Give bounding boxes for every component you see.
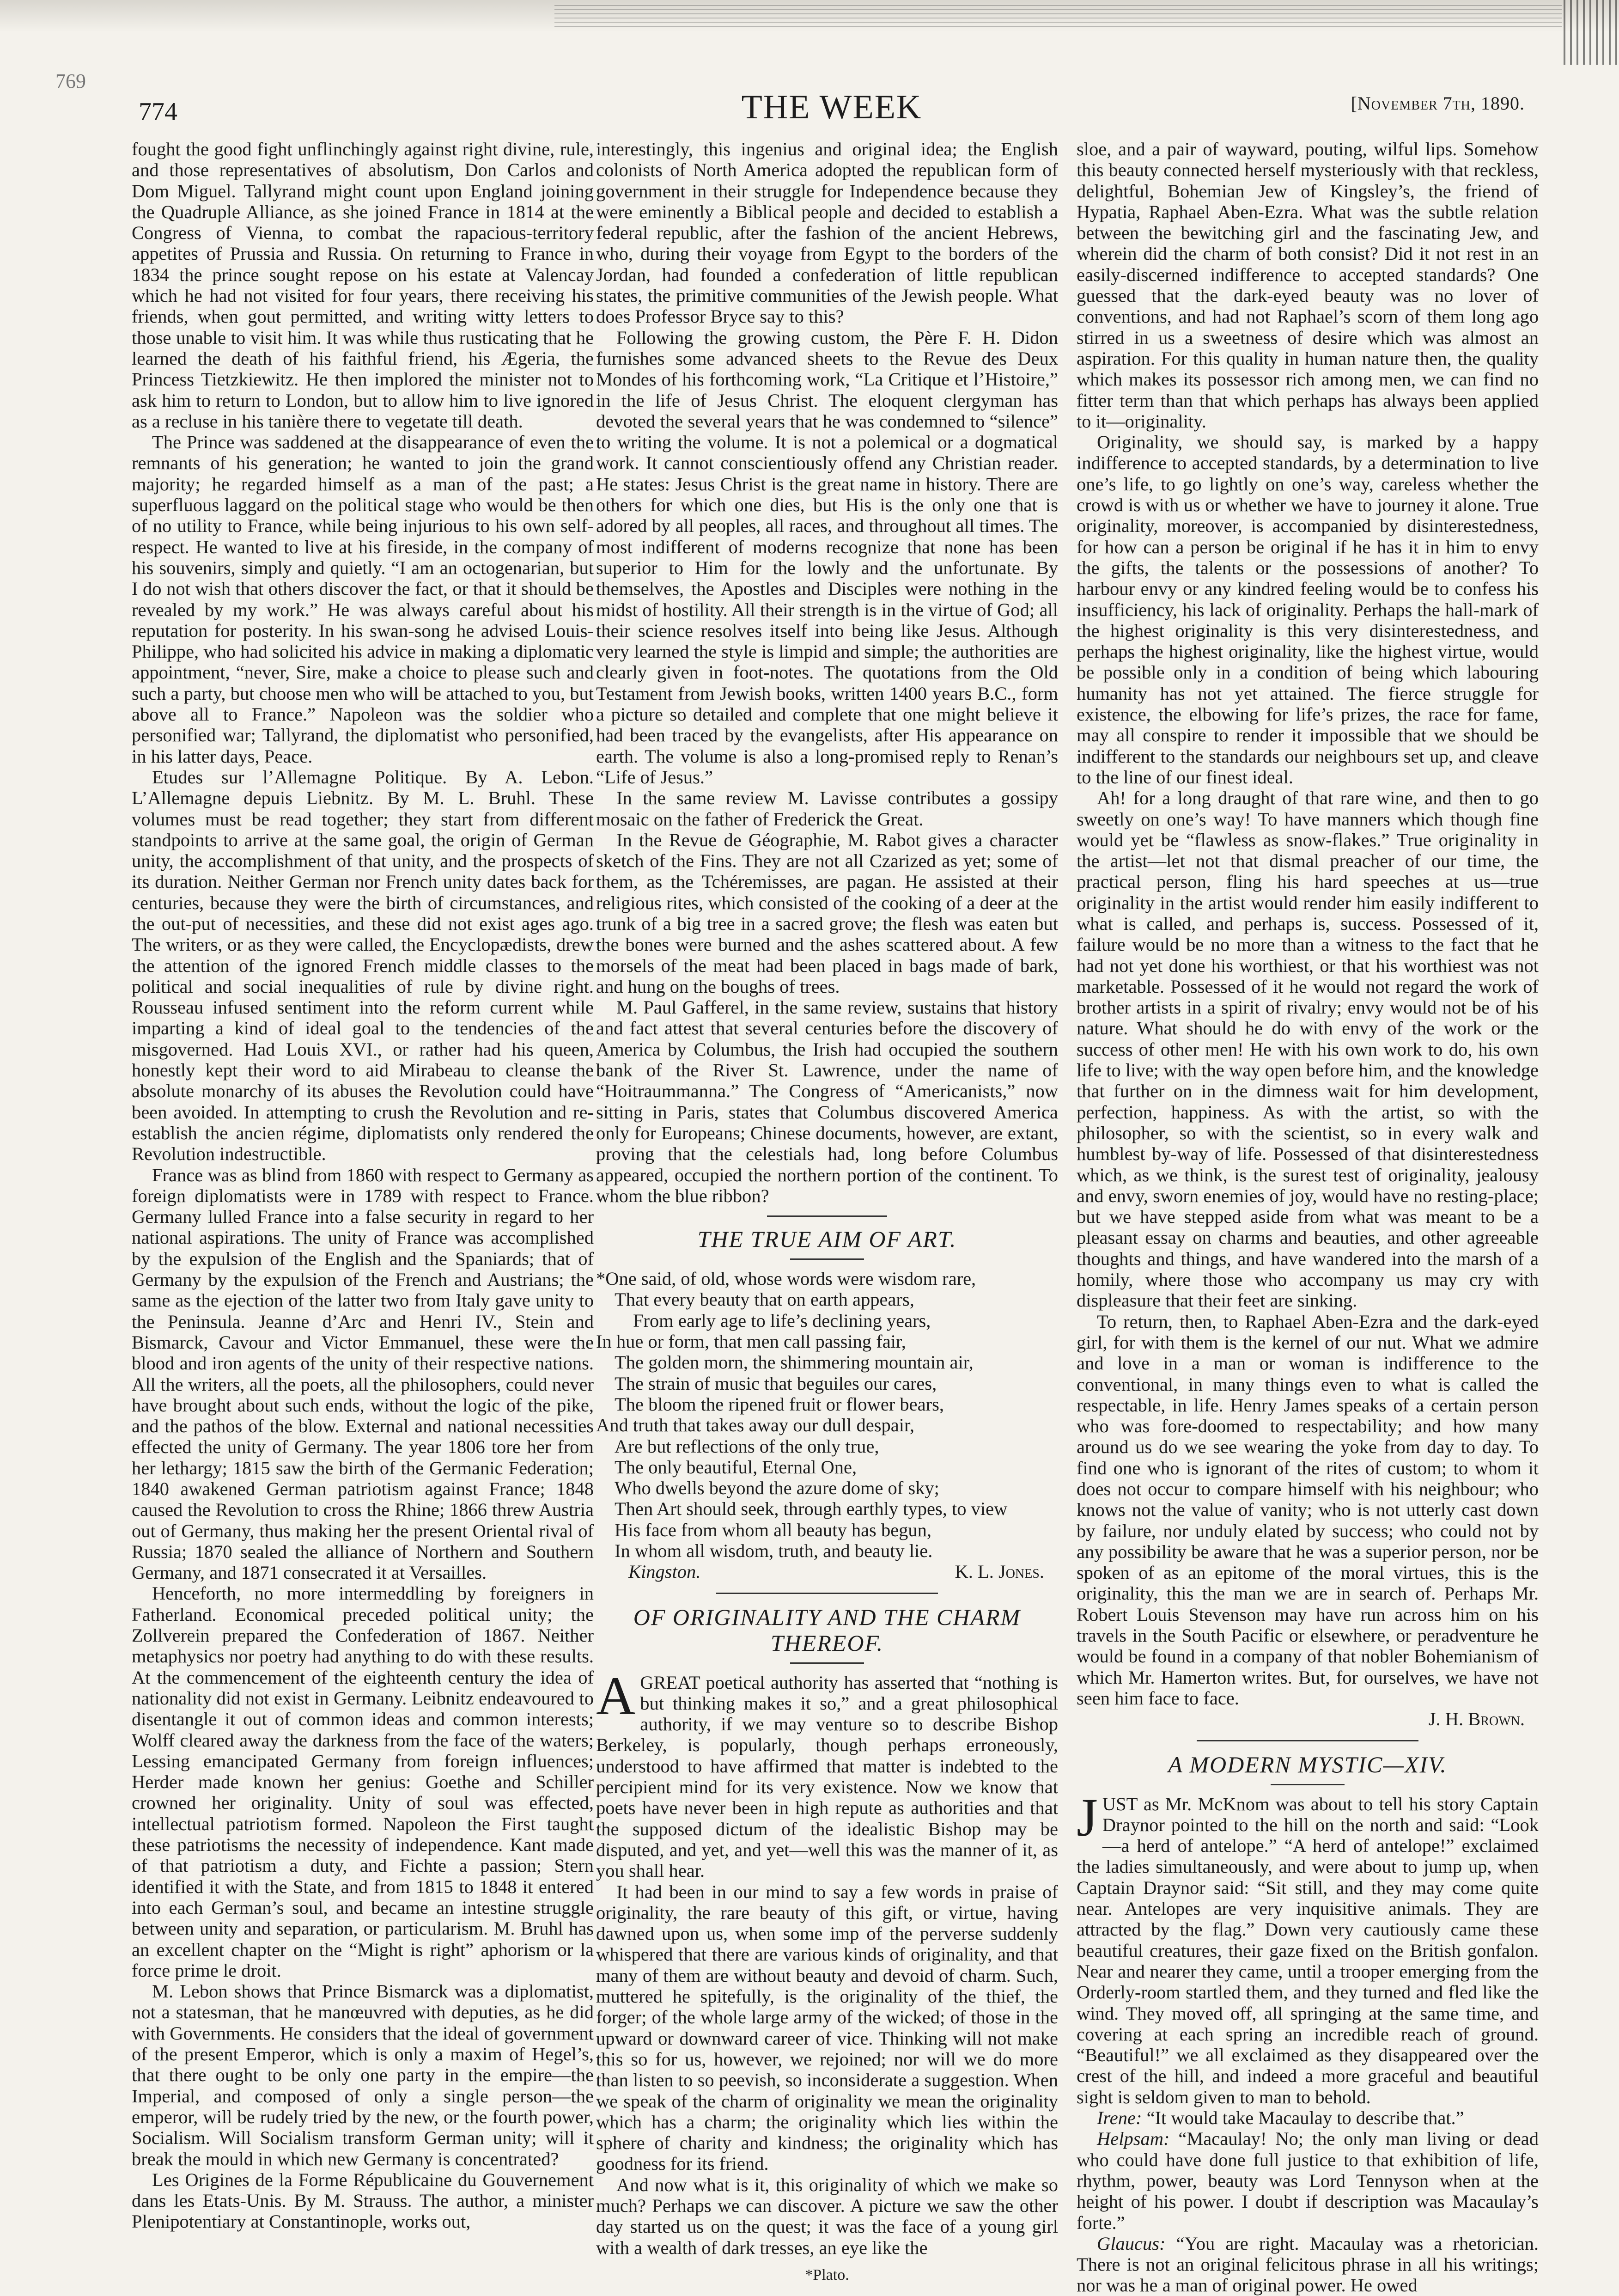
paragraph: Ah! for a long draught of that rare wine, and then to go sweetly on one’s way! To have manners which though fine would yet be “flawless as snow-flakes.” True originality in the artist—let not that dismal preacher of our time, the practical person, fling his hard speeches at us—true originality in the artist would render him easily indifferent to what is called, and perhaps is, success. Possessed of it, failure would be no more than a witness to the fact that he had not yet done his worthiest, or that his worthiest was not marketable. Possessed of it he would not regard the work of brother artists in a spirit of rivalry; envy would not be of his nature. What should he do with envy of the work or the success of other men! He with his own work to do, his own life to live; with the way open before him, and the knowledge that further on in the dimness wait for him development, perfection, happiness. As with the artist, so with the philosopher, so with the scientist, so in every walk and humblest by-way of life. Possessed of that disinterestedness which, as we think, is the surest test of originality, jealousy and envy, sworn enemies of joy, would have no resting-place; but we have stepped aside from what was meant to be a pleasant essay on charms and beauties, and other agreeable thoughts and things, and have wandered into the marsh of a homily, where those who accompany us may cry with displeasure that their feet are sinking. xyxy=(1077,788,1539,1311)
poem-line: The bloom the ripened fruit or flower bears, xyxy=(615,1393,944,1415)
poem-line: Then Art should seek, through earthly types, to view xyxy=(615,1498,1008,1520)
poem-title: THE TRUE AIM OF ART. xyxy=(697,1226,957,1252)
essay-signature: J. H. Brown. xyxy=(1428,1709,1525,1730)
speaker-name: Irene: xyxy=(1097,2107,1142,2129)
mystic-opening-paragraph xyxy=(1077,1787,1539,2107)
paragraph: The Prince was saddened at the disappearance of even the remnants of his generation; he wanted to join the grand majority; he regarded himself as a man of the past; a superfluous laggard on the political stage who would be then of no utility to France, while being injurious to his own self-respect. He wanted to live at his fireside, in the company of his souvenirs, simply and quietly. “I am an octogenarian, but I do not wish that others discover the fact, or that it should be revealed by my work.” He was always careful about his reputation for posterity. In his swan-song he advised Louis-Philippe, who had solicited his advice in making a diplomatic appointment, “never, Sire, make a choice to please such and such a party, but choose men who will be attached to you, but above all to France.” Napoleon was the soldier who personified war; Tallyrand, the diplomatist who personified, in his latter days, Peace. xyxy=(132,432,594,767)
poem-place: Kingston. xyxy=(628,1561,701,1582)
paragraph: It had been in our mind to say a few words in praise of originality, the rare beauty of this gift, or virtue, having dawned upon us, when some imp of the perverse suddenly whispered that there are various kinds of originality, and that many of them are without beauty and devoid of charm. Such, muttered he spitefully, is the originality of the thief, the forger; of the whole large army of the wicked; of those in the upward or downward career of vice. Thinking will not make this so for us, however, we rejoined; nor will we do more than listen to so peevish, so inconsiderate a suggestion. When we speak of the charm of originality we mean the originality which has a charm; the originality which lies within the sphere of charity and kindness; the originality which has goodness for its friend. xyxy=(596,1881,1058,2174)
poem-line: *One said, of old, whose words were wisdom rare, xyxy=(596,1268,976,1289)
dialogue-text: “It would take Macaulay to describe that.” xyxy=(1142,2107,1464,2129)
drop-cap: A xyxy=(596,1665,636,1726)
poem-signoff xyxy=(596,1561,1058,1582)
review-paragraph-allemagne: Etudes sur l’Allemagne Politique. By A. Lebon. L’Allemagne depuis Liebnitz. By M. L. Bruhl. These volumes must be read together; they start from different standpoints to arrive at the same goal, the origin of German unity, the accomplishment of that unity, and the prospects of its duration. Neither German nor French unity dates back for centuries, because they were the birth of circumstances, and the out-put of necessities, and these did not exist ages ago. The writers, or as they were called, the Encyclopædists, drew the attention of the ignored French middle classes to the political and social inequalities of rule by divine right. Rousseau infused sentiment into the reform current while imparting a kind of ideal goal to the tendencies of the misgoverned. Had Louis XVI., or rather had his queen, honestly kept their word to aid Mirabeau to cleanse the absolute monarchy of its abuses the Revolution could have been avoided. In attempting to crush the Revolution and re-establish the ancien régime, diplomatists only rendered the Revolution indestructible. xyxy=(132,766,594,1165)
poem-line: The golden morn, the shimmering mountain air, xyxy=(615,1352,974,1373)
paragraph: France was as blind from 1860 with respect to Germany as foreign diplomatists were in 1789 with respect to France. Germany lulled France into a false security in regard to her national aspirations. The unity of France was accomplished by the expulsion of the English and the Spaniards; that of Germany by the expulsion of the French and Austrians; the same as the ejection of the latter two from Italy gave unity to the Peninsula. Jeanne d’Arc and Henri IV., Stein and Bismarck, Cavour and Victor Emmanuel, these were the blood and iron agents of the unity of their respective nations. All the writers, all the poets, all the philosophers, could never have brought about such ends, without the logic of the pike, and the pathos of the blow. External and national necessities effected the unity of Germany. The year 1806 tore her from her lethargy; 1815 saw the birth of the Germanic Federation; 1840 awakened German patriotism against France; 1848 caused the Revolution to cross the Rhine; 1866 threw Austria out of Germany, thus making her the present Oriental rival of Russia; 1870 sealed the alliance of Northern and Southern Germany, and 1871 consecrated it at Versailles. xyxy=(132,1164,594,1583)
poem-line: Who dwells beyond the azure dome of sky; xyxy=(615,1478,939,1499)
review-paragraph-origines: Les Origines de la Forme Républicaine du Gouvernement dans les Etats-Unis. By M. Strauss. The author, a minister Plenipotentiary at Constantinople, works out, xyxy=(132,2169,594,2232)
poem-line: And truth that takes away our dull despair, xyxy=(596,1415,914,1436)
paragraph: In the same review M. Lavisse contributes a gossipy mosaic on the father of Frederick the Great. xyxy=(596,788,1058,830)
essay-opening-paragraph xyxy=(596,1665,1058,1881)
dialogue-paragraph xyxy=(1077,2107,1539,2128)
drop-cap: J xyxy=(1077,1787,1098,1848)
dialogue-text: “You are right. Macaulay was a rhetorician. There is not an original felicitous phrase in all his writings; nor was he a man of original power. He owed xyxy=(1077,2233,1539,2296)
section-divider xyxy=(767,1215,887,1217)
speaker-name: Glaucus: xyxy=(1097,2233,1166,2254)
paragraph: M. Paul Gafferel, in the same review, sustains that history and fact attest that several centuries before the discovery of America by Columbus, the Irish had occupied the southern bank of the River St. Lawrence, under the name of “Hoitraummanna.” The Congress of “Americanists,” now sitting in Paris, states that Columbus discovered America only for Europeans; Chinese documents, however, are extant, proving that the celestials had, long before Columbus appeared, occupied the northern portion of the continent. To whom the blue ribbon? xyxy=(596,997,1058,1206)
title-underline xyxy=(790,1662,864,1664)
poem-author: K. L. Jones. xyxy=(955,1561,1044,1582)
paragraph: In the Revue de Géographie, M. Rabot gives a character sketch of the Fins. They are not all Czarized as yet; some of them, as the Tchéremisses, are pagan. He assisted at their religious rites, which consisted of the cooking of a deer at the trunk of a big tree in a sacred grove; the flesh was eaten but the bones were burned and the ashes scattered about. A few morsels of the meat had been placed in bags made of bark, and hung on the boughs of trees. xyxy=(596,829,1058,997)
essay-title: OF ORIGINALITY AND THE CHARM THEREOF. xyxy=(633,1604,1021,1656)
mystic-title: A MODERN MYSTIC—XIV. xyxy=(1168,1751,1447,1777)
column-1 xyxy=(132,139,594,2232)
poem-line: That every beauty that on earth appears, xyxy=(615,1289,914,1310)
poem-line: The only beautiful, Eternal One, xyxy=(615,1456,857,1478)
paragraph: sloe, and a pair of wayward, pouting, wilful lips. Somehow this beauty connected herself mysteriously with that reckless, delightful, Bohemian Jew of Kingsley’s, the friend of Hypatia, Raphael Aben-Ezra. What was the subtle relation between the bewitching girl and the fascinating Jew, and wherein did the charm of both consist? Did it not rest in an easily-discerned indifference to accepted standards? One guessed that the dark-eyed beauty was no lover of conventions, and had not Raphael’s scorn of them long ago stirred in us a sweetness of desire which was almost an aspiration. For this quality in human nature then, the quality which makes its possessor rich among men, we can find no fitter term than that which perhaps has always been applied to it—originality. xyxy=(1077,139,1539,432)
dialogue-paragraph xyxy=(1077,2233,1539,2296)
paragraph: Following the growing custom, the Père F. H. Didon furnishes some advanced sheets to the Revue des Deux Mondes of his forthcoming work, “La Critique et l’Histoire,” in the life of Jesus Christ. The eloquent clergyman has devoted the several years that he was condemned to “silence” to writing the volume. It is not a polemical or a dogmatical work. It cannot conscientiously offend any Christian reader. He states: Jesus Christ is the great name in history. There are others for which one dies, but His is the only one that is adored by all peoples, all races, and throughout all times. The most indifferent of moderns recognize that none has been superior to Him for the lowly and the unfortunate. By themselves, the Apostles and Disciples were nothing in the midst of hostility. All their strength is in the virtue of God; all their science resolves itself into being like Jesus. Although very learned the style is limpid and simple; the authorities are clearly given in foot-notes. The quotations from the Old Testament from Jewish books, written 1400 years B.C., form a picture so detailed and complete that one might believe it had been traced by the evangelists, after His appearance on earth. The volume is also a long-promised reply to Renan’s “Life of Jesus.” xyxy=(596,327,1058,788)
paragraph: interestingly, this ingenius and original idea; the English colonists of North America adopted the republican form of government in their struggle for Independence because they were eminently a Biblical people and decided to establish a federal republic, after the fashion of the ancient Hebrews, who, during their voyage from Egypt to the borders of the Jordan, had founded a confederation of little republican states, the primitive communities of the Jewish people. What does Professor Bryce say to this? xyxy=(596,139,1058,327)
dialogue-text: “Macaulay! No; the only man living or dead who could have done full justice to that exhibition of life, rhythm, power, beauty was Lord Tennyson when at the height of his power. I doubt if description was Macaulay’s forte.” xyxy=(1077,2128,1539,2233)
paragraph: And now what is it, this originality of which we make so much? Perhaps we can discover. A picture we saw the other day started us on the quest; it was the face of a young girl with a wealth of dark tresses, an eye like the xyxy=(596,2174,1058,2258)
poem-line: From early age to life’s declining years, xyxy=(633,1310,931,1331)
section-divider xyxy=(1197,1740,1418,1741)
footnote: *Plato. xyxy=(805,2266,849,2284)
previous-folio-bleed: 769 xyxy=(55,70,86,92)
paragraph: Originality, we should say, is marked by a happy indifference to accepted standards, by a determination to live one’s life, to go lightly on one’s way, careless whether the crowd is with us or whether we have to journey it alone. True originality, moreover, is accompanied by disinterestedness, for how can a person be original if he has it in him to envy the gifts, the talents or the possessions of another? To harbour envy or any kindred feeling would be to confess his insufficiency, his lack of originality. Perhaps the hall-mark of the highest originality is this very disinterestedness, and perhaps the highest originality, like the highest virtue, would be possible only in a condition of being which labouring humanity has not yet attained. The fierce struggle for existence, the elbowing for life’s prizes, the race for fame, may all conspire to render it impossible that we should be indifferent to the standards our neighbours set up, and cleave to the line of our finest ideal. xyxy=(1077,432,1539,788)
column-3 xyxy=(1077,139,1539,2296)
paragraph: fought the good fight unflinchingly against right divine, rule, and those representatives of absolutism, Don Carlos and Dom Miguel. Tallyrand might count upon England joining the Quadruple Alliance, as she joined France in 1814 at the Congress of Vienna, to combat the rapacious-territory appetites of Prussia and Russia. On returning to France in 1834 the prince sought repose on his estate at Valencay which he had not visited for four years, there receiving his friends, when gout permitted, and writing witty letters to those unable to visit him. It was while thus rusticating that he learned the death of his faithful friend, his Ægeria, the Princess Tietzkiewitz. He then implored the minister not to ask him to return to London, but to allow him to live ignored as a recluse in his tanière there to vegetate till death. xyxy=(132,139,594,432)
dialogue-paragraph xyxy=(1077,2128,1539,2233)
title-underline xyxy=(1271,1784,1345,1785)
masthead-title: THE WEEK xyxy=(741,88,922,126)
poem-line: The strain of music that beguiles our cares, xyxy=(615,1373,937,1394)
poem-line: In hue or form, that men call passing fair, xyxy=(596,1331,906,1352)
poem-line: In whom all wisdom, truth, and beauty lie. xyxy=(615,1540,933,1561)
column-2 xyxy=(596,139,1058,2285)
page-header xyxy=(139,83,1525,134)
paragraph-text: UST as Mr. McKnom was about to tell his story Captain Draynor pointed to the hill on the north and said: “Look—a herd of antelope.” “A herd of antelope!” exclaimed the ladies simultaneously, and were about to jump up, when Captain Draynor said: “Sit still, and they may come quite near. Antelopes are very inquisitive animals. They are attracted by the flag.” Down very cautiously came these beautiful creatures, their gaze fixed on the British gonfalon. Near and nearer they came, until a trooper emerging from the Orderly-room startled them, and they turned and fled like the wind. They moved off, all springing at the same time, and covering at each spring an incredible reach of ground. “Beautiful!” we all exclaimed as they disappeared over the crest of the hill, and indeed a more graceful and beautiful sight is seldom given to man to behold. xyxy=(1077,1793,1539,2107)
poem xyxy=(596,1268,1058,1561)
speaker-name: Helpsam: xyxy=(1097,2128,1170,2149)
scan-bleed-lines xyxy=(554,4,1562,27)
scan-binding-marks xyxy=(1564,0,1619,65)
issue-date: [November 7th, 1890. xyxy=(1351,93,1525,114)
paragraph: To return, then, to Raphael Aben-Ezra and the dark-eyed girl, for with them is the kernel of our nut. What we admire and love in a man or woman is indifference to the conventional, in many things even to what is called the respectable, in life. Henry James speaks of a certain person who was fore-doomed to respectability; and how many around us do we see wearing the yoke from day to day. To find one who is ignorant of the rites of custom; to whom it does not occur to compare himself with his neighbour; who knows not the value of vanity; who is not utterly cast down by failure, nor unduly elated by success; who could not by any possibility be aware that he was a superior person, nor be spoken of as an epitome of the moral virtues, this is the originality, this the man we are in search of. Perhaps Mr. Robert Louis Stevenson may have run across him on his travels in the South Pacific or elsewhere, or peradventure he would be found in a company of that nobler Bohemianism of which Mr. Hamerton writes. But, for ourselves, we have not seen him face to face. xyxy=(1077,1311,1539,1709)
poem-line: Are but reflections of the only true, xyxy=(615,1435,879,1457)
section-divider xyxy=(716,1593,938,1594)
page-number: 774 xyxy=(139,98,177,126)
title-underline xyxy=(790,1258,864,1260)
paragraph-text: GREAT poetical authority has asserted that “nothing is but thinking makes it so,” and a great philosophical authority, if we may venture so to describe Bishop Berkeley, is popularly, though perhaps erroneously, understood to have affirmed that matter is indebted to the percipient mind for its very existence. Now we know that poets have never been in high repute as authorities and that the supposed dictum of the idealistic Bishop may be disputed, and yet, and yet—well this was the manner of it, as you shall hear. xyxy=(596,1672,1058,1881)
poem-line: His face from whom all beauty has begun, xyxy=(615,1519,932,1540)
paragraph: Henceforth, no more intermeddling by foreigners in Fatherland. Economical preceded political unity; the Zollverein prepared the Confederation of 1867. Neither metaphysics nor poetry had anything to do with these results. At the commencement of the eighteenth century the idea of nationality did not exist in Germany. Leibnitz endeavoured to disentangle it out of common ideas and common interests; Wolff cleared away the darkness from the face of the waters; Lessing emancipated Germany from foreign influences; Herder made known her genius: Goethe and Schiller crowned her originality. Unity of soul was effected, intellectual patriotism formed. Napoleon the First taught these patriotisms the necessity of independence. Kant made of that patriotism a duty, and Fichte a passion; Stern identified it with the State, and from 1815 to 1848 it entered into each German’s soul, and became an intestine struggle between unity and separation, or particularism. M. Bruhl has an excellent chapter on the “Might is right” aphorism or la force prime le droit. xyxy=(132,1583,594,1981)
paragraph: M. Lebon shows that Prince Bismarck was a diplomatist, not a statesman, that he manœuvred with deputies, as he did with Governments. He considers that the ideal of government of the present Emperor, which is only a maxim of Hegel’s, that there ought to be only one party in the empire—the Imperial, and composed of only a single person—the emperor, will be rudely tried by the new, or the fourth power, Socialism. Will Socialism transform German unity; will it break the mould in which new Germany is concentrated? xyxy=(132,1981,594,2169)
